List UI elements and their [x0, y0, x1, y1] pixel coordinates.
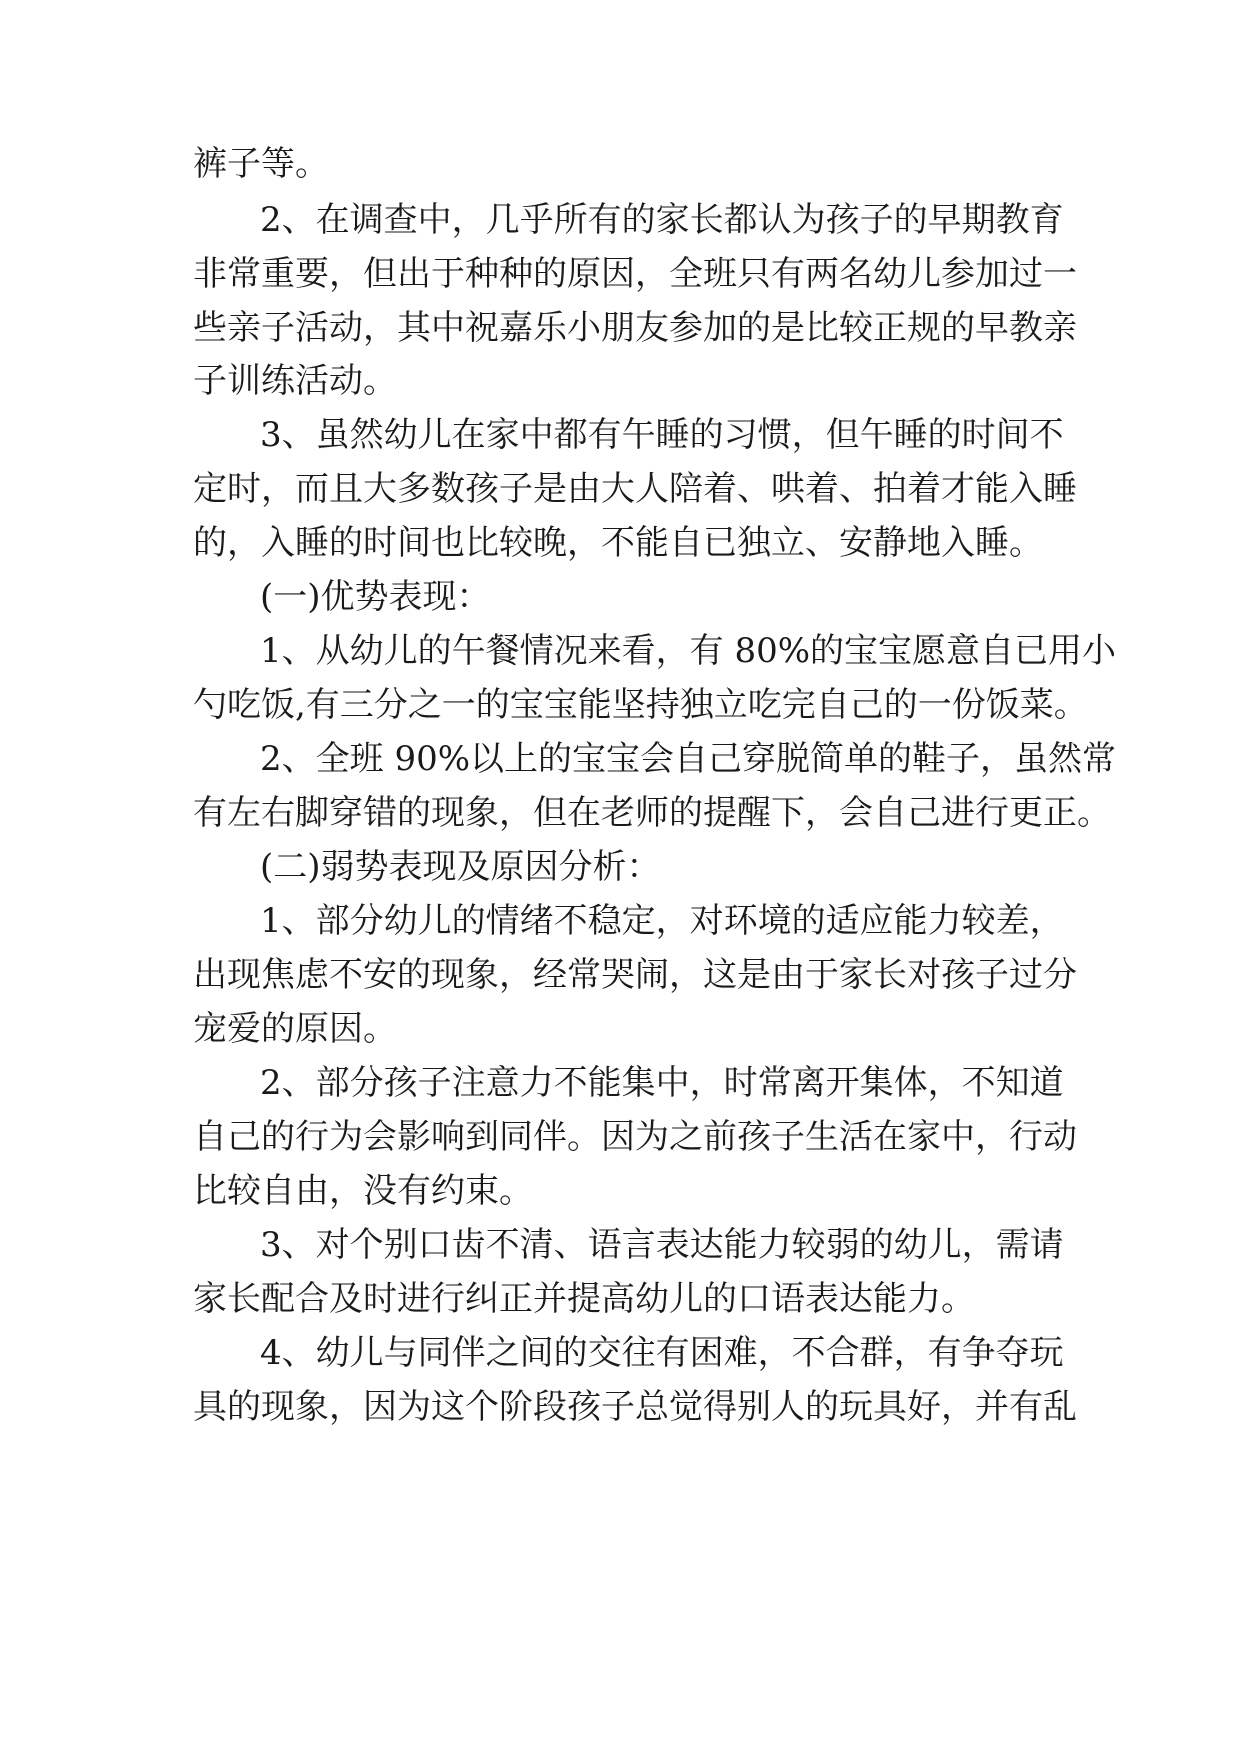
body-text-line: 家长配合及时进行纠正并提高幼儿的口语表达能力。: [193, 1279, 975, 1319]
body-text-line: 2、全班 90%以上的宝宝会自己穿脱简单的鞋子，虽然常: [260, 739, 1117, 779]
body-text-line: 4、幼儿与同伴之间的交往有困难，不合群，有争夺玩: [260, 1333, 1064, 1373]
body-text-line: 2、部分孩子注意力不能集中，时常离开集体，不知道: [260, 1063, 1064, 1103]
body-text-line: 1、部分幼儿的情绪不稳定，对环境的适应能力较差，: [260, 901, 1064, 941]
body-text-line: 自己的行为会影响到同伴。因为之前孩子生活在家中，行动: [193, 1117, 1077, 1157]
body-text-line: 1、从幼儿的午餐情况来看，有 80%的宝宝愿意自已用小: [260, 631, 1117, 671]
body-text-line: 有左右脚穿错的现象，但在老师的提醒下，会自己进行更正。: [193, 793, 1111, 833]
section-heading: (一)优势表现：: [260, 577, 491, 617]
body-text-line: 具的现象，因为这个阶段孩子总觉得别人的玩具好，并有乱: [193, 1387, 1077, 1427]
body-text-line: 子训练活动。: [193, 361, 397, 401]
body-text-line: 些亲子活动，其中祝嘉乐小朋友参加的是比较正规的早教亲: [193, 308, 1077, 348]
body-text-line: 定时，而且大多数孩子是由大人陪着、哄着、拍着才能入睡: [193, 469, 1077, 509]
body-text-line: 3、虽然幼儿在家中都有午睡的习惯，但午睡的时间不: [260, 415, 1064, 455]
body-text-line: 勺吃饭,有三分之一的宝宝能坚持独立吃完自己的一份饭菜。: [193, 685, 1088, 725]
body-text-line: 宠爱的原因。: [193, 1009, 397, 1049]
body-text-line: 出现焦虑不安的现象，经常哭闹，这是由于家长对孩子过分: [193, 955, 1077, 995]
body-text-line: 2、在调查中，几乎所有的家长都认为孩子的早期教育: [260, 200, 1064, 240]
section-heading: (二)弱势表现及原因分析：: [260, 847, 661, 887]
body-text-line: 3、对个别口齿不清、语言表达能力较弱的幼儿，需请: [260, 1225, 1064, 1265]
body-text-line: 比较自由，没有约束。: [193, 1171, 533, 1211]
body-text-line: 非常重要，但出于种种的原因，全班只有两名幼儿参加过一: [193, 254, 1077, 294]
body-text-line: 裤子等。: [193, 144, 329, 184]
body-text-line: 的，入睡的时间也比较晚，不能自已独立、安静地入睡。: [193, 523, 1043, 563]
